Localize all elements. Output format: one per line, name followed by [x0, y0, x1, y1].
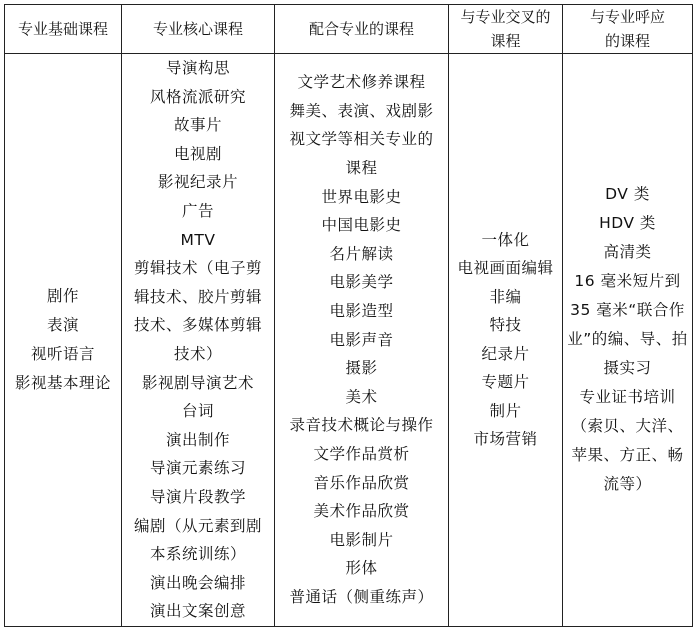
curriculum-table — [4, 4, 693, 627]
course-line: 形体 — [345, 559, 378, 578]
course-line: 影视纪录片 — [157, 173, 238, 192]
cell-core-courses — [122, 54, 275, 627]
course-line: HDV 类 — [599, 214, 656, 233]
course-line: 纪录片 — [481, 344, 530, 363]
course-line: 文学艺术修养课程 — [297, 73, 426, 92]
body-row — [5, 54, 693, 627]
course-line: 技术） — [173, 344, 222, 363]
course-line: 业”的编、导、拍 — [567, 330, 688, 349]
course-line: 文学作品赏析 — [313, 445, 410, 464]
course-line: 演出制作 — [165, 430, 230, 449]
header-line: 的课程 — [604, 32, 650, 50]
course-line: 制片 — [489, 401, 522, 420]
course-line: 名片解读 — [329, 244, 394, 263]
course-line: 高清类 — [603, 243, 652, 262]
course-line: MTV — [180, 230, 216, 249]
course-line: 表演 — [46, 315, 79, 334]
course-line: 录音技术概论与操作 — [289, 416, 434, 435]
course-line: 流等） — [603, 475, 652, 494]
course-line: 摄影 — [345, 359, 378, 378]
course-line: 技术、多媒体剪辑 — [133, 316, 262, 335]
course-line: 中国电影史 — [321, 216, 402, 235]
course-line: 摄实习 — [603, 359, 652, 378]
course-line: 16 毫米短片到 — [574, 272, 681, 291]
course-line: 台词 — [181, 402, 214, 421]
course-line: 电视画面编辑 — [457, 259, 554, 278]
header-line: 与专业交叉的 — [460, 8, 551, 26]
course-line: 导演构思 — [165, 59, 230, 77]
header-supporting-courses: 配合专业的课程 — [275, 5, 449, 54]
course-line: 演出晚会编排 — [149, 573, 246, 592]
course-line: 电影造型 — [329, 302, 394, 321]
course-line: 特技 — [489, 316, 522, 335]
header-core-courses: 专业核心课程 — [122, 5, 275, 54]
course-line: 演出文案创意 — [149, 602, 246, 621]
course-line: 普通话（侧重练声） — [289, 587, 434, 606]
header-line: 与专业呼应 — [589, 8, 665, 26]
header-basic-courses: 专业基础课程 — [5, 5, 122, 54]
course-line: 一体化 — [481, 230, 530, 249]
course-line: 风格流派研究 — [149, 87, 246, 106]
header-cross-courses — [449, 5, 563, 54]
course-line: 辑技术、胶片剪辑 — [133, 287, 262, 306]
cell-cross-courses — [449, 54, 563, 627]
header-echo-courses — [563, 5, 693, 54]
course-line: 剪辑技术（电子剪 — [133, 259, 262, 278]
course-line: 音乐作品欣赏 — [313, 473, 410, 492]
course-line: 导演元素练习 — [149, 459, 246, 478]
course-line: 广告 — [181, 201, 214, 220]
course-line: 苹果、方正、畅 — [571, 446, 684, 465]
course-line: 世界电影史 — [321, 187, 402, 206]
course-line: 电影制片 — [329, 530, 394, 549]
course-line: 故事片 — [173, 116, 222, 135]
course-line: 视文学等相关专业的 — [289, 130, 434, 149]
course-line: （索贝、大洋、 — [571, 417, 684, 436]
course-line: 35 毫米“联合作 — [570, 301, 685, 320]
course-line: DV 类 — [605, 185, 650, 204]
course-line: 非编 — [489, 287, 522, 306]
course-line: 编剧（从元素到剧 — [133, 516, 262, 535]
course-line: 影视剧导演艺术 — [141, 373, 254, 392]
course-line: 课程 — [345, 159, 378, 178]
course-line: 市场营销 — [473, 430, 538, 449]
cell-basic-courses — [5, 54, 122, 627]
course-line: 电视剧 — [173, 144, 222, 163]
course-line: 电影美学 — [329, 273, 394, 292]
course-line: 舞美、表演、戏剧影 — [289, 101, 434, 120]
header-row — [5, 5, 693, 54]
course-line: 专业证书培训 — [579, 388, 676, 407]
cell-echo-courses — [563, 54, 693, 627]
course-line: 导演片段教学 — [149, 487, 246, 506]
course-line: 美术 — [345, 387, 378, 406]
course-line: 专题片 — [481, 373, 530, 392]
course-line: 美术作品欣赏 — [313, 502, 410, 521]
course-line: 本系统训练） — [149, 545, 246, 564]
cell-supporting-courses — [275, 54, 449, 627]
course-line: 视听语言 — [30, 344, 95, 363]
course-line: 剧作 — [46, 286, 79, 305]
header-line: 课程 — [490, 32, 521, 50]
course-line: 影视基本理论 — [14, 373, 111, 392]
course-line: 电影声音 — [329, 330, 394, 349]
